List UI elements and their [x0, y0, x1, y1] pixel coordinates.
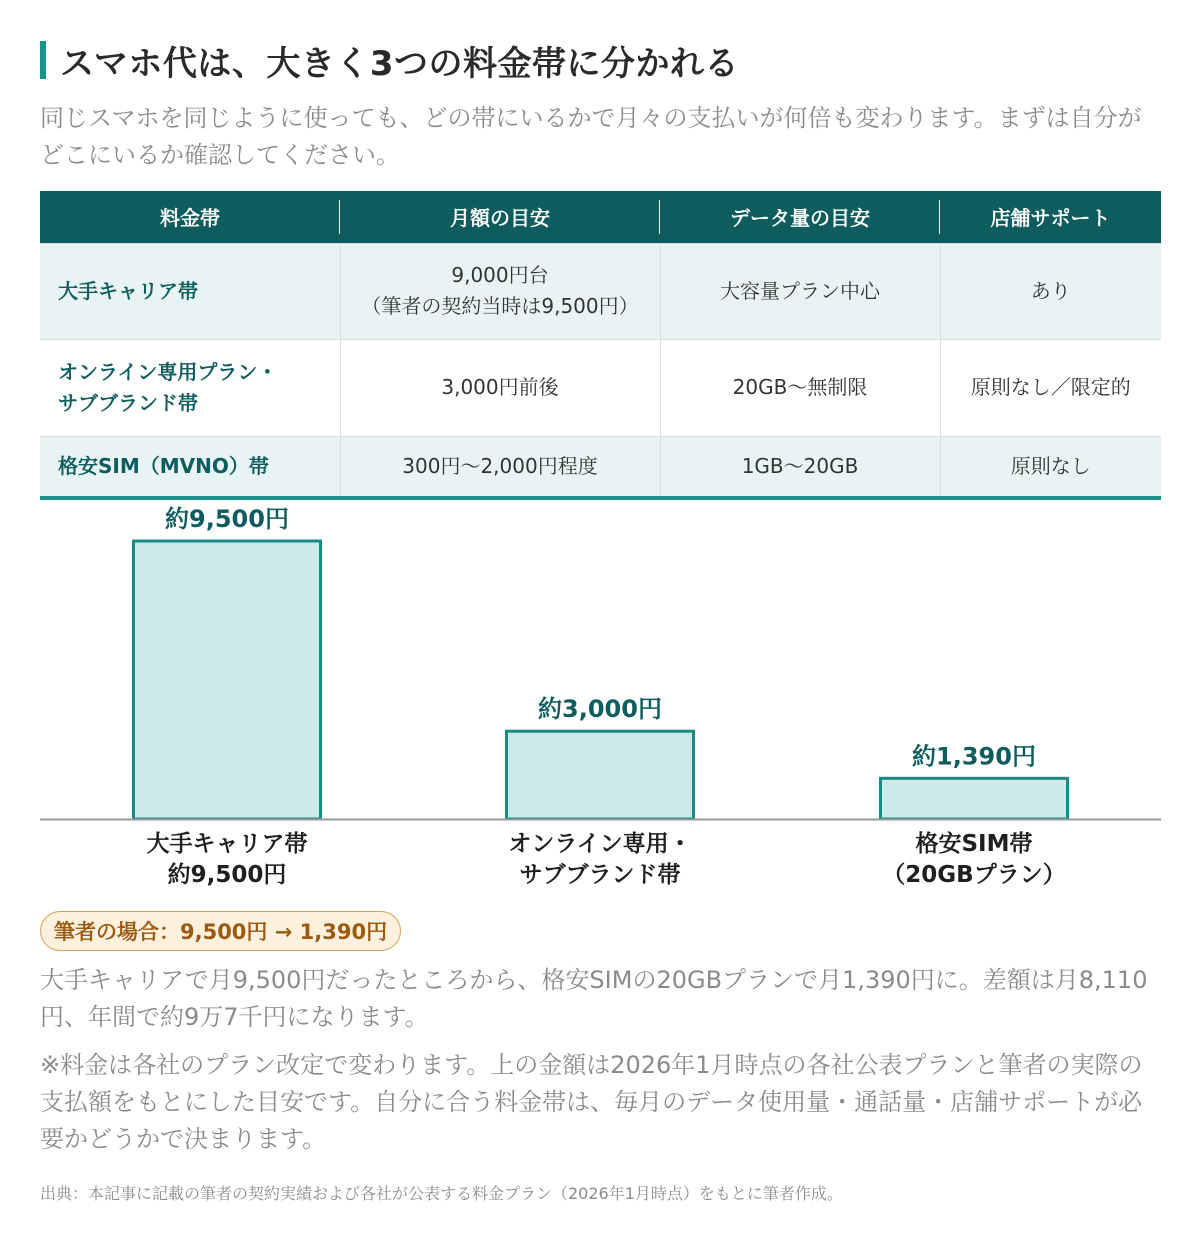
bar: [134, 541, 321, 819]
table-header-cell: 店舗サポート: [940, 191, 1161, 243]
highlight-badge: 筆者の場合：9,500円 → 1,390円: [40, 911, 401, 951]
page-title-row: [40, 38, 1160, 82]
category-label-line: 大手キャリア帯: [146, 831, 308, 857]
table-row: [40, 436, 1161, 498]
table-header-cell: 料金帯: [40, 191, 340, 243]
bar-value-label: 約3,000円: [538, 695, 662, 724]
support-cell: あり: [940, 243, 1161, 339]
title-accent-bar: [40, 41, 46, 79]
table-header-cell: 月額の目安: [340, 191, 660, 243]
price-band-table: [40, 191, 1161, 500]
table-header-row: [40, 191, 1161, 243]
page-subtitle: 同じスマホを同じように使っても、どの帯にいるかで月々の支払いが何倍も変わります。まずは自分がどこにいるか確認してください。: [40, 104, 1142, 169]
band-name-cell: 格安SIM（MVNO）帯: [40, 436, 340, 498]
note-paragraph: ※料金は各社のプラン改定で変わります。上の金額は2026年1月時点の各社公表プランと筆者の実際の支払額をもとにした目安です。自分に合う料金帯は、毎月のデータ使用量・通話量・店舗サポートが必要かどうかで決まります。: [40, 1051, 1143, 1153]
data-cell: 20GB〜無制限: [660, 339, 940, 436]
support-cell: 原則なし: [940, 436, 1161, 498]
category-label: [460, 829, 740, 891]
category-label-line: オンライン専用・: [508, 831, 692, 857]
category-label-line: 約9,500円: [167, 862, 287, 888]
price-cell: [340, 243, 660, 339]
table-header-cell: データ量の目安: [660, 191, 940, 243]
support-cell: 原則なし／限定的: [940, 339, 1161, 436]
price-bar-chart: [40, 500, 1161, 900]
page-title: スマホ代は、大きく3つの料金帯に分かれる: [60, 43, 739, 84]
summary-paragraph: 大手キャリアで月9,500円だったところから、格安SIMの20GBプランで月1,390円に。差額は月8,110円、年間で約9万7千円になります。: [40, 966, 1148, 1031]
category-label-line: （20GBプラン）: [882, 862, 1066, 888]
bar: [881, 778, 1068, 819]
category-label: [87, 829, 367, 891]
table-row: [40, 243, 1161, 339]
band-name-line: サブブランド帯: [58, 390, 198, 415]
bar: [507, 731, 694, 819]
price-text: 9,000円台: [451, 263, 549, 287]
price-note: （筆者の契約当時は9,500円）: [361, 294, 639, 318]
band-name-cell: [40, 339, 340, 436]
category-label-line: 格安SIM帯: [915, 831, 1033, 857]
category-label: [834, 829, 1114, 891]
band-name-cell: 大手キャリア帯: [40, 243, 340, 339]
data-cell: 1GB〜20GB: [660, 436, 940, 498]
bar-chart-svg: [40, 500, 1161, 830]
bar-value-label: 約1,390円: [912, 742, 1036, 771]
source-note: 出典：本記事に記載の筆者の契約実績および各社が公表する料金プラン（2026年1月時点）をもとに筆者作成。: [40, 1184, 843, 1203]
data-cell: 大容量プラン中心: [660, 243, 940, 339]
bar-value-label: 約9,500円: [165, 505, 289, 533]
price-cell: 300円〜2,000円程度: [340, 436, 660, 498]
category-label-line: サブブランド帯: [519, 862, 681, 888]
band-name-line: オンライン専用プラン・: [58, 359, 278, 384]
price-cell: 3,000円前後: [340, 339, 660, 436]
table-row: [40, 339, 1161, 436]
